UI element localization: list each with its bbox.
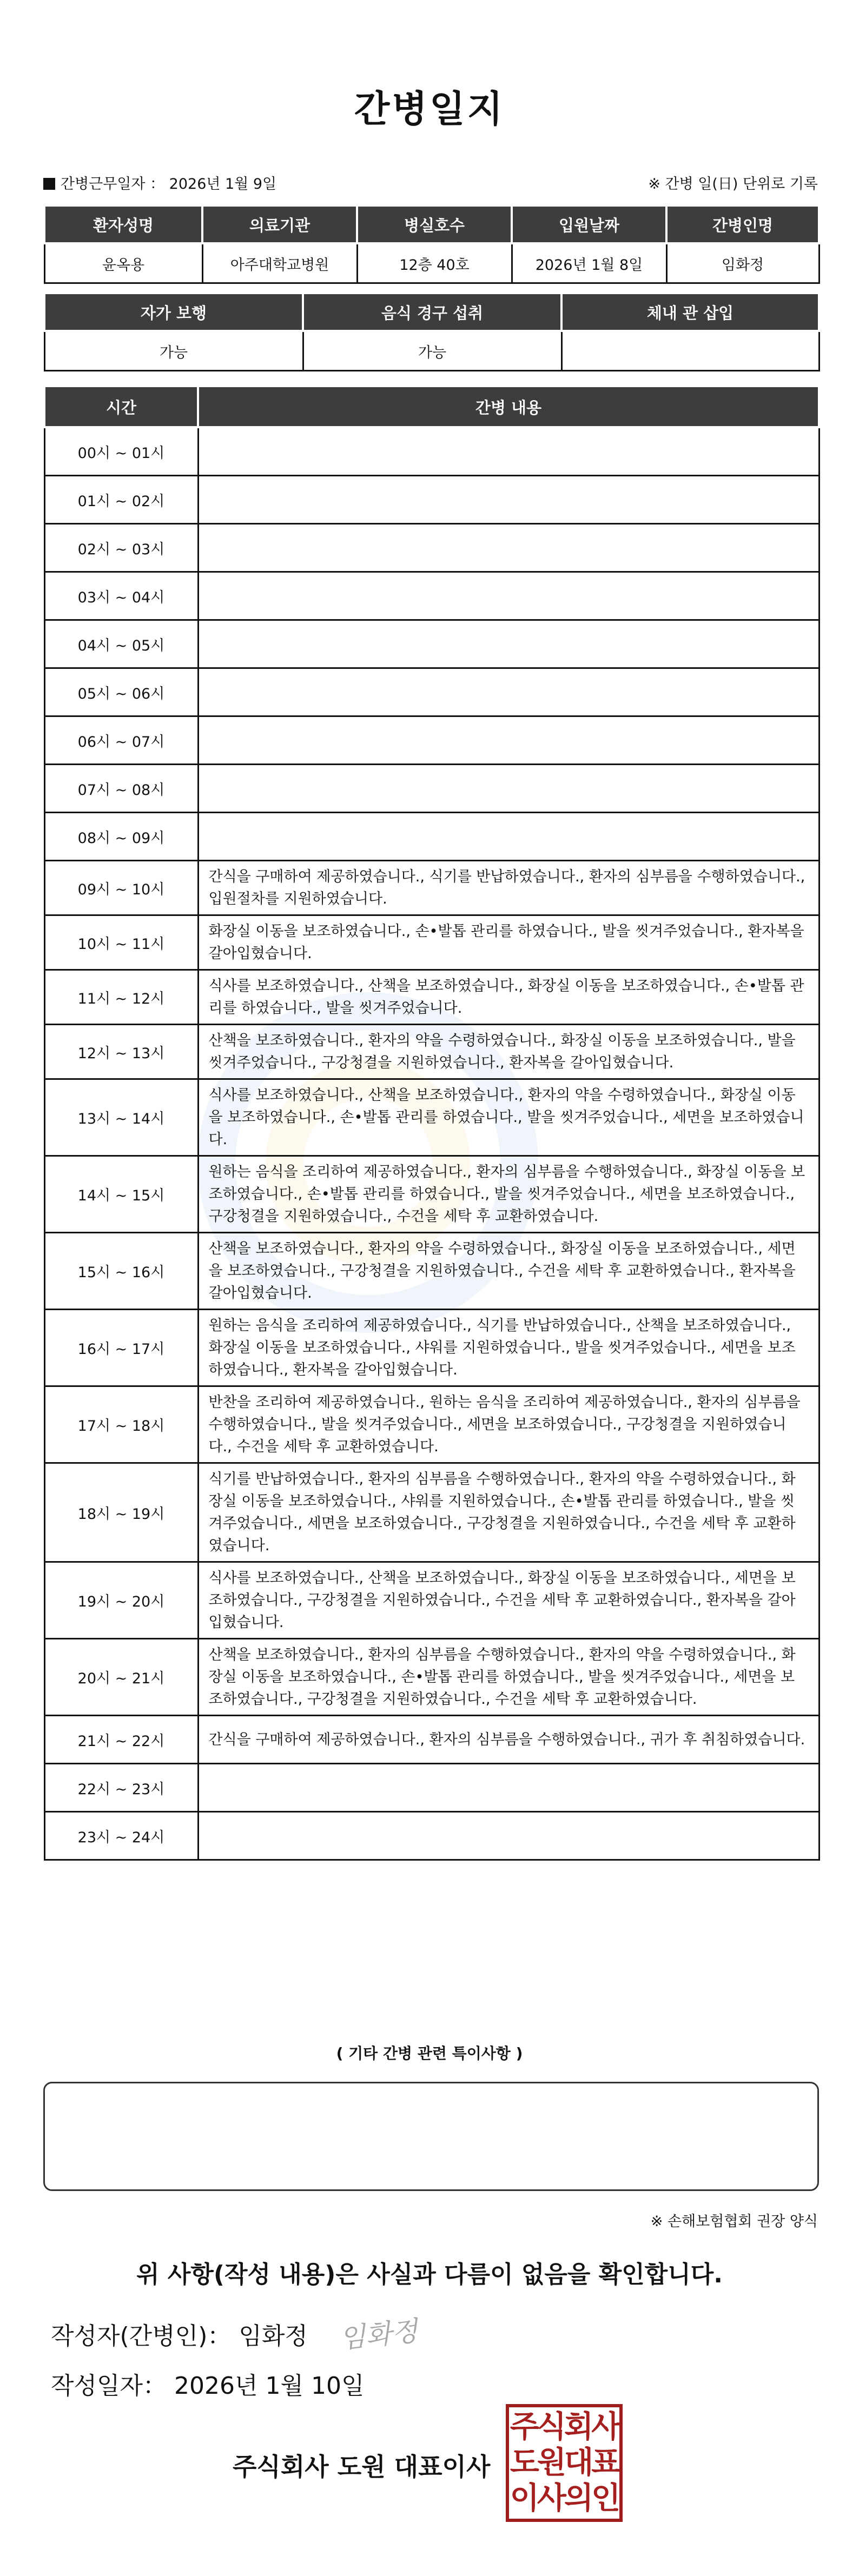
patient-info-table: [43, 204, 820, 284]
notes-title: ( 기타 간병 관련 특이사항 ): [336, 2044, 523, 2062]
time-slot: 23시 ~ 24시: [44, 1812, 198, 1860]
seal-line: 주식회사: [510, 2409, 619, 2445]
time-slot: 04시 ~ 05시: [44, 620, 198, 668]
care-content: 간식을 구매하여 제공하였습니다., 환자의 심부름을 수행하였습니다., 귀가 후 취침하였습니다.: [198, 1716, 819, 1764]
care-content: [198, 813, 819, 861]
header-oral-intake: 음식 경구 섭취: [303, 293, 561, 331]
writer-name: 임화정: [239, 2322, 308, 2350]
care-content: [198, 476, 819, 524]
care-content: 간식을 구매하여 제공하였습니다., 식기를 반납하였습니다., 환자의 심부름을 수행하였습니다., 입원절차를 지원하였습니다.: [198, 861, 819, 915]
time-slot: 18시 ~ 19시: [44, 1463, 198, 1562]
header-admission-date: 입원날짜: [512, 205, 666, 243]
header-self-walking: 자가 보행: [44, 293, 303, 331]
admission-date: 2026년 1월 8일: [512, 243, 666, 283]
work-date: [43, 172, 276, 193]
table-row: [44, 861, 819, 915]
company-seal-stamp: [506, 2404, 623, 2522]
date-line: [51, 2366, 364, 2401]
table-row: [44, 620, 819, 668]
header-caregiver-name: 간병인명: [666, 205, 819, 243]
self-walking-value: 가능: [44, 331, 303, 371]
square-bullet-icon: [43, 178, 55, 190]
care-content: [198, 765, 819, 813]
patient-name: 윤옥용: [44, 243, 202, 283]
care-content: [198, 1812, 819, 1860]
care-content: 식사를 보조하였습니다., 산책을 보조하였습니다., 화장실 이동을 보조하였습니다., 손•발톱 관리를 하였습니다., 발을 씻겨주었습니다.: [198, 970, 819, 1025]
table-row: [44, 1716, 819, 1764]
header-hospital: 의료기관: [202, 205, 357, 243]
care-content: 식사를 보조하였습니다., 산책을 보조하였습니다., 환자의 약을 수령하였습니다., 화장실 이동을 보조하였습니다., 손•발톱 관리를 하였습니다., 발을 씻겨주었습니다., 세면을 보조하였습니다.: [198, 1079, 819, 1156]
care-content: 화장실 이동을 보조하였습니다., 손•발톱 관리를 하였습니다., 발을 씻겨주었습니다., 환자복을 갈아입혔습니다.: [198, 915, 819, 970]
table-row: [44, 915, 819, 970]
time-slot: 01시 ~ 02시: [44, 476, 198, 524]
table-row: [44, 1764, 819, 1812]
time-slot: 14시 ~ 15시: [44, 1156, 198, 1233]
table-row: [44, 476, 819, 524]
time-slot: 10시 ~ 11시: [44, 915, 198, 970]
schedule-body: [44, 427, 819, 1860]
hospital: 아주대학교병원: [202, 243, 357, 283]
care-content: [198, 572, 819, 620]
table-row: [44, 813, 819, 861]
table-row: [44, 524, 819, 572]
care-schedule-table: [43, 385, 820, 1861]
writer-label: 작성자(간병인)：: [51, 2322, 232, 2350]
table-row: [44, 1310, 819, 1386]
work-date-text: 간병근무일자 ： 2026년 1월 9일: [61, 176, 277, 192]
notes-box: [43, 2082, 819, 2191]
unit-note: ※ 간병 일(日) 단위로 기록: [648, 176, 818, 192]
care-content: 원하는 음식을 조리하여 제공하였습니다., 환자의 심부름을 수행하였습니다., 화장실 이동을 보조하였습니다., 손•발톱 관리를 하였습니다., 발을 씻겨주었습니다., 세면을 보조하였습니다., 구강청결을 지원하였습니다., 수건을 세탁 후 교환하였습니다.: [198, 1156, 819, 1233]
table-row: [44, 1463, 819, 1562]
confirmation-statement: 위 사항(작성 내용)은 사실과 다름이 없음을 확인합니다.: [136, 2261, 723, 2288]
table-row: [44, 572, 819, 620]
time-slot: 08시 ~ 09시: [44, 813, 198, 861]
table-row: [44, 1639, 819, 1716]
recommended-form-note: ※ 손해보험협회 권장 양식: [650, 2213, 818, 2230]
care-content: [198, 620, 819, 668]
writer-signature: 임화정: [338, 2315, 419, 2355]
time-slot: 20시 ~ 21시: [44, 1639, 198, 1716]
time-slot: 00시 ~ 01시: [44, 427, 198, 476]
care-content: 식사를 보조하였습니다., 산책을 보조하였습니다., 화장실 이동을 보조하였습니다., 세면을 보조하였습니다., 구강청결을 지원하였습니다., 수건을 세탁 후 교환하였습니다., 환자복을 갈아입혔습니다.: [198, 1562, 819, 1639]
patient-ability-table: [43, 292, 820, 371]
time-slot: 05시 ~ 06시: [44, 668, 198, 716]
header-tube-insertion: 체내 관 삽입: [561, 293, 819, 331]
table-row: [44, 1079, 819, 1156]
table-row: [44, 1025, 819, 1079]
table-row: [44, 668, 819, 716]
care-content: 산책을 보조하였습니다., 환자의 심부름을 수행하였습니다., 환자의 약을 수령하였습니다., 화장실 이동을 보조하였습니다., 손•발톱 관리를 하였습니다., 발을 씻겨주었습니다., 세면을 보조하였습니다., 구강청결을 지원하였습니다., 수건을 세탁 후 교환하였습니다.: [198, 1639, 819, 1716]
date-value: 2026년 1월 10일: [174, 2372, 365, 2400]
time-slot: 02시 ~ 03시: [44, 524, 198, 572]
table-row: [44, 1386, 819, 1463]
caregiver-name: 임화정: [666, 243, 819, 283]
care-content: 반찬을 조리하여 제공하였습니다., 원하는 음식을 조리하여 제공하였습니다., 환자의 심부름을 수행하였습니다., 발을 씻겨주었습니다., 세면을 보조하였습니다., 구강청결을 지원하였습니다., 수건을 세탁 후 교환하였습니다.: [198, 1386, 819, 1463]
seal-line: 도원대표: [510, 2445, 619, 2480]
time-slot: 12시 ~ 13시: [44, 1025, 198, 1079]
time-slot: 19시 ~ 20시: [44, 1562, 198, 1639]
header-patient-name: 환자성명: [44, 205, 202, 243]
care-content: [198, 524, 819, 572]
time-slot: 15시 ~ 16시: [44, 1233, 198, 1310]
table-row: [44, 1233, 819, 1310]
time-slot: 11시 ~ 12시: [44, 970, 198, 1025]
writer-line: [51, 2313, 419, 2355]
care-content: [198, 668, 819, 716]
time-slot: 17시 ~ 18시: [44, 1386, 198, 1463]
table-row: [44, 765, 819, 813]
care-content: 산책을 보조하였습니다., 환자의 약을 수령하였습니다., 화장실 이동을 보조하였습니다., 세면을 보조하였습니다., 구강청결을 지원하였습니다., 수건을 세탁 후 교환하였습니다., 환자복을 갈아입혔습니다.: [198, 1233, 819, 1310]
meta-row: [43, 172, 818, 196]
time-slot: 13시 ~ 14시: [44, 1079, 198, 1156]
header-room: 병실호수: [357, 205, 512, 243]
company-representative: 주식회사 도원 대표이사: [233, 2452, 491, 2481]
time-slot: 21시 ~ 22시: [44, 1716, 198, 1764]
table-row: [44, 1562, 819, 1639]
date-label: 작성일자：: [51, 2372, 167, 2400]
room-number: 12층 40호: [357, 243, 512, 283]
care-content: [198, 427, 819, 476]
page-title: 간병일지: [354, 88, 505, 131]
time-slot: 22시 ~ 23시: [44, 1764, 198, 1812]
table-row: [44, 427, 819, 476]
time-slot: 03시 ~ 04시: [44, 572, 198, 620]
care-content: [198, 716, 819, 765]
care-content: [198, 1764, 819, 1812]
care-content: 원하는 음식을 조리하여 제공하였습니다., 식기를 반납하였습니다., 산책을 보조하였습니다., 화장실 이동을 보조하였습니다., 샤워를 지원하였습니다., 발을 씻겨주었습니다., 세면을 보조하였습니다., 환자복을 갈아입혔습니다.: [198, 1310, 819, 1386]
time-slot: 09시 ~ 10시: [44, 861, 198, 915]
time-slot: 16시 ~ 17시: [44, 1310, 198, 1386]
seal-line: 이사의인: [510, 2481, 619, 2516]
oral-intake-value: 가능: [303, 331, 561, 371]
table-row: [44, 1156, 819, 1233]
tube-insertion-value: [561, 331, 819, 371]
time-slot: 07시 ~ 08시: [44, 765, 198, 813]
header-care-content: 간병 내용: [198, 386, 819, 427]
care-content: 식기를 반납하였습니다., 환자의 심부름을 수행하였습니다., 환자의 약을 수령하였습니다., 화장실 이동을 보조하였습니다., 샤워를 지원하였습니다., 손•발톱 관리를 하였습니다., 발을 씻겨주었습니다., 세면을 보조하였습니다., 구강청결을 지원하였습니다., 수건을 세탁 후 교환하였습니다.: [198, 1463, 819, 1562]
header-time: 시간: [44, 386, 198, 427]
care-content: 산책을 보조하였습니다., 환자의 약을 수령하였습니다., 화장실 이동을 보조하였습니다., 발을 씻겨주었습니다., 구강청결을 지원하였습니다., 환자복을 갈아입혔습니다.: [198, 1025, 819, 1079]
table-row: [44, 1812, 819, 1860]
time-slot: 06시 ~ 07시: [44, 716, 198, 765]
table-row: [44, 970, 819, 1025]
table-row: [44, 716, 819, 765]
